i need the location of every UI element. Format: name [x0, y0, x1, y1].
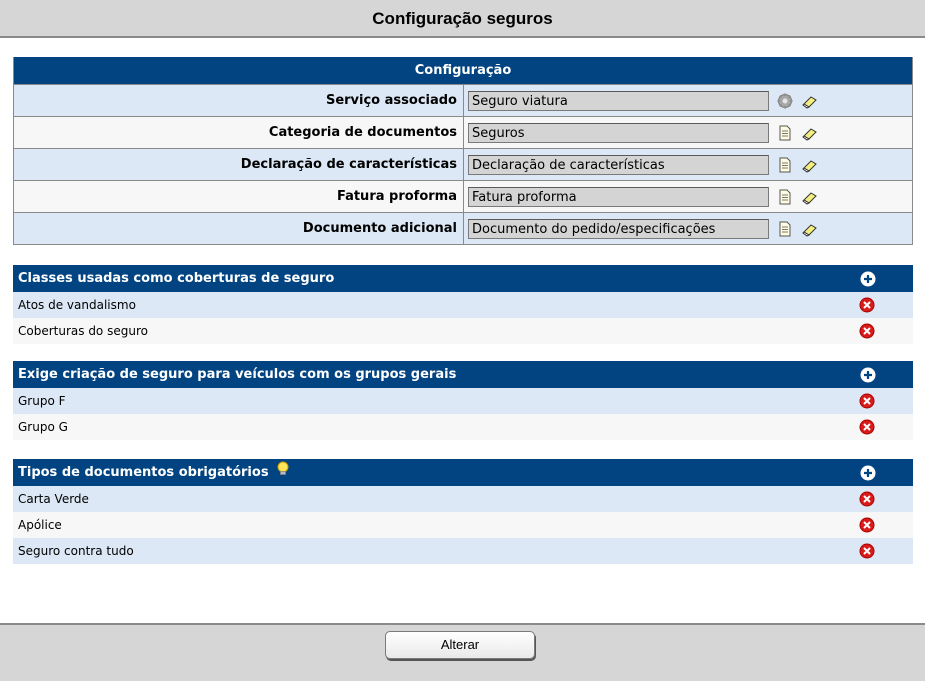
eraser-icon[interactable] [802, 157, 818, 173]
delete-icon[interactable] [859, 517, 875, 533]
document-icon[interactable] [777, 157, 793, 173]
configuration-header: Configuração [14, 57, 912, 84]
page-title: Configuração seguros [0, 0, 925, 38]
config-label: Documento adicional [14, 213, 464, 244]
config-label: Categoria de documentos [14, 117, 464, 148]
delete-icon[interactable] [859, 543, 875, 559]
config-label: Declaração de características [14, 149, 464, 180]
delete-icon[interactable] [859, 393, 875, 409]
config-row-declaracao [14, 148, 912, 180]
list-item: Seguro contra tudo [13, 538, 913, 564]
section-header [13, 361, 913, 388]
config-row-fatura [14, 180, 912, 212]
list-item: Atos de vandalismo [13, 292, 913, 318]
lightbulb-icon[interactable] [276, 461, 290, 477]
eraser-icon[interactable] [802, 125, 818, 141]
list-item: Apólice [13, 512, 913, 538]
section-documentos-obrigatorios [13, 459, 913, 564]
fatura-proforma-field[interactable]: Fatura proforma [468, 187, 769, 207]
eraser-icon[interactable] [802, 93, 818, 109]
list-item: Coberturas do seguro [13, 318, 913, 344]
document-icon[interactable] [777, 125, 793, 141]
section-title: Classes usadas como coberturas de seguro [18, 271, 335, 286]
configuration-table [13, 57, 913, 245]
section-coberturas [13, 265, 913, 344]
delete-icon[interactable] [859, 419, 875, 435]
delete-icon[interactable] [859, 297, 875, 313]
footer-bar [0, 623, 925, 681]
list-item: Grupo G [13, 414, 913, 440]
categoria-documentos-field[interactable]: Seguros [468, 123, 769, 143]
config-label: Serviço associado [14, 85, 464, 116]
add-icon[interactable] [860, 465, 876, 481]
section-title: Tipos de documentos obrigatórios [18, 465, 269, 480]
config-row-servico [14, 84, 912, 116]
section-grupos [13, 361, 913, 440]
alterar-button[interactable]: Alterar [385, 631, 535, 659]
section-header [13, 459, 913, 486]
servico-associado-field[interactable]: Seguro viatura [468, 91, 769, 111]
gear-icon[interactable] [777, 93, 793, 109]
add-icon[interactable] [860, 271, 876, 287]
declaracao-caracteristicas-field[interactable]: Declaração de características [468, 155, 769, 175]
add-icon[interactable] [860, 367, 876, 383]
list-item: Grupo F [13, 388, 913, 414]
document-icon[interactable] [777, 221, 793, 237]
delete-icon[interactable] [859, 323, 875, 339]
list-item: Carta Verde [13, 486, 913, 512]
config-label: Fatura proforma [14, 181, 464, 212]
section-title: Exige criação de seguro para veículos com os grupos gerais [18, 367, 457, 382]
config-row-adicional [14, 212, 912, 244]
document-icon[interactable] [777, 189, 793, 205]
delete-icon[interactable] [859, 491, 875, 507]
config-row-categoria [14, 116, 912, 148]
documento-adicional-field[interactable]: Documento do pedido/especificações [468, 219, 769, 239]
eraser-icon[interactable] [802, 221, 818, 237]
eraser-icon[interactable] [802, 189, 818, 205]
section-header [13, 265, 913, 292]
